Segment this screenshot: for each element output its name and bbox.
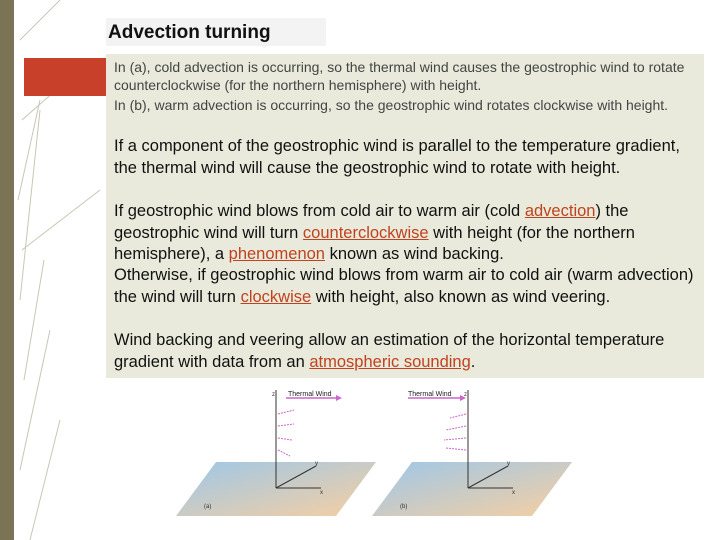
red-accent-tab [24, 58, 110, 96]
paragraph-backing [114, 201, 704, 266]
link-atmospheric-sounding[interactable]: atmospheric sounding [309, 352, 471, 371]
x-label: x [320, 490, 323, 496]
text: ) the geostrophic wind will turn [114, 202, 629, 242]
paragraph-estimation [114, 330, 704, 373]
y-label: y [507, 461, 510, 467]
caption-paragraph-a: In (a), cold advection is occurring, so the thermal wind causes the geostrophic wind to rotate counterclockwise (for the northern hemisphere) with height. [114, 59, 685, 93]
link-clockwise[interactable]: clockwise [240, 287, 312, 306]
caption-paragraph-b: In (b), warm advection is occurring, so the geostrophic wind rotates clockwise with height. [114, 97, 669, 113]
text: Otherwise, if geostrophic wind blows from warm air to cold air (warm advection) the wind will turn [114, 266, 694, 306]
figure-label: (b) [400, 504, 408, 510]
x-label: x [512, 490, 515, 496]
figure-a-cold-advection [176, 384, 376, 516]
figure-b-warm-advection [372, 384, 572, 516]
z-label: z [272, 392, 275, 398]
y-label: y [315, 461, 318, 467]
text: known as wind backing. [324, 245, 504, 263]
paragraph-parallel-component: If a component of the geostrophic wind is parallel to the temperature gradient, the thermal wind will cause the geostrophic wind to rotate with height. [114, 137, 680, 177]
thermal-wind-arrowhead [336, 395, 342, 401]
link-counterclockwise[interactable]: counterclockwise [302, 223, 429, 242]
slide-title: Advection turning [108, 22, 271, 43]
thermal-wind-label: Thermal Wind [408, 391, 452, 398]
text: . [470, 352, 476, 371]
figure-label: (a) [204, 504, 212, 510]
paragraph-veering [114, 265, 704, 308]
link-phenomenon[interactable]: phenomenon [228, 245, 325, 263]
text: with height (for the northern hemisphere), a [114, 223, 635, 263]
thermal-wind-label: Thermal Wind [288, 391, 332, 398]
text: Wind backing and veering allow an estimation of the horizontal temperature gradient with data from an [114, 331, 665, 371]
link-advection[interactable]: advection [524, 202, 596, 220]
z-label: z [464, 392, 467, 398]
text: with height, also known as wind veering. [311, 287, 611, 306]
text: If geostrophic wind blows from cold air to warm air (cold [114, 202, 525, 220]
